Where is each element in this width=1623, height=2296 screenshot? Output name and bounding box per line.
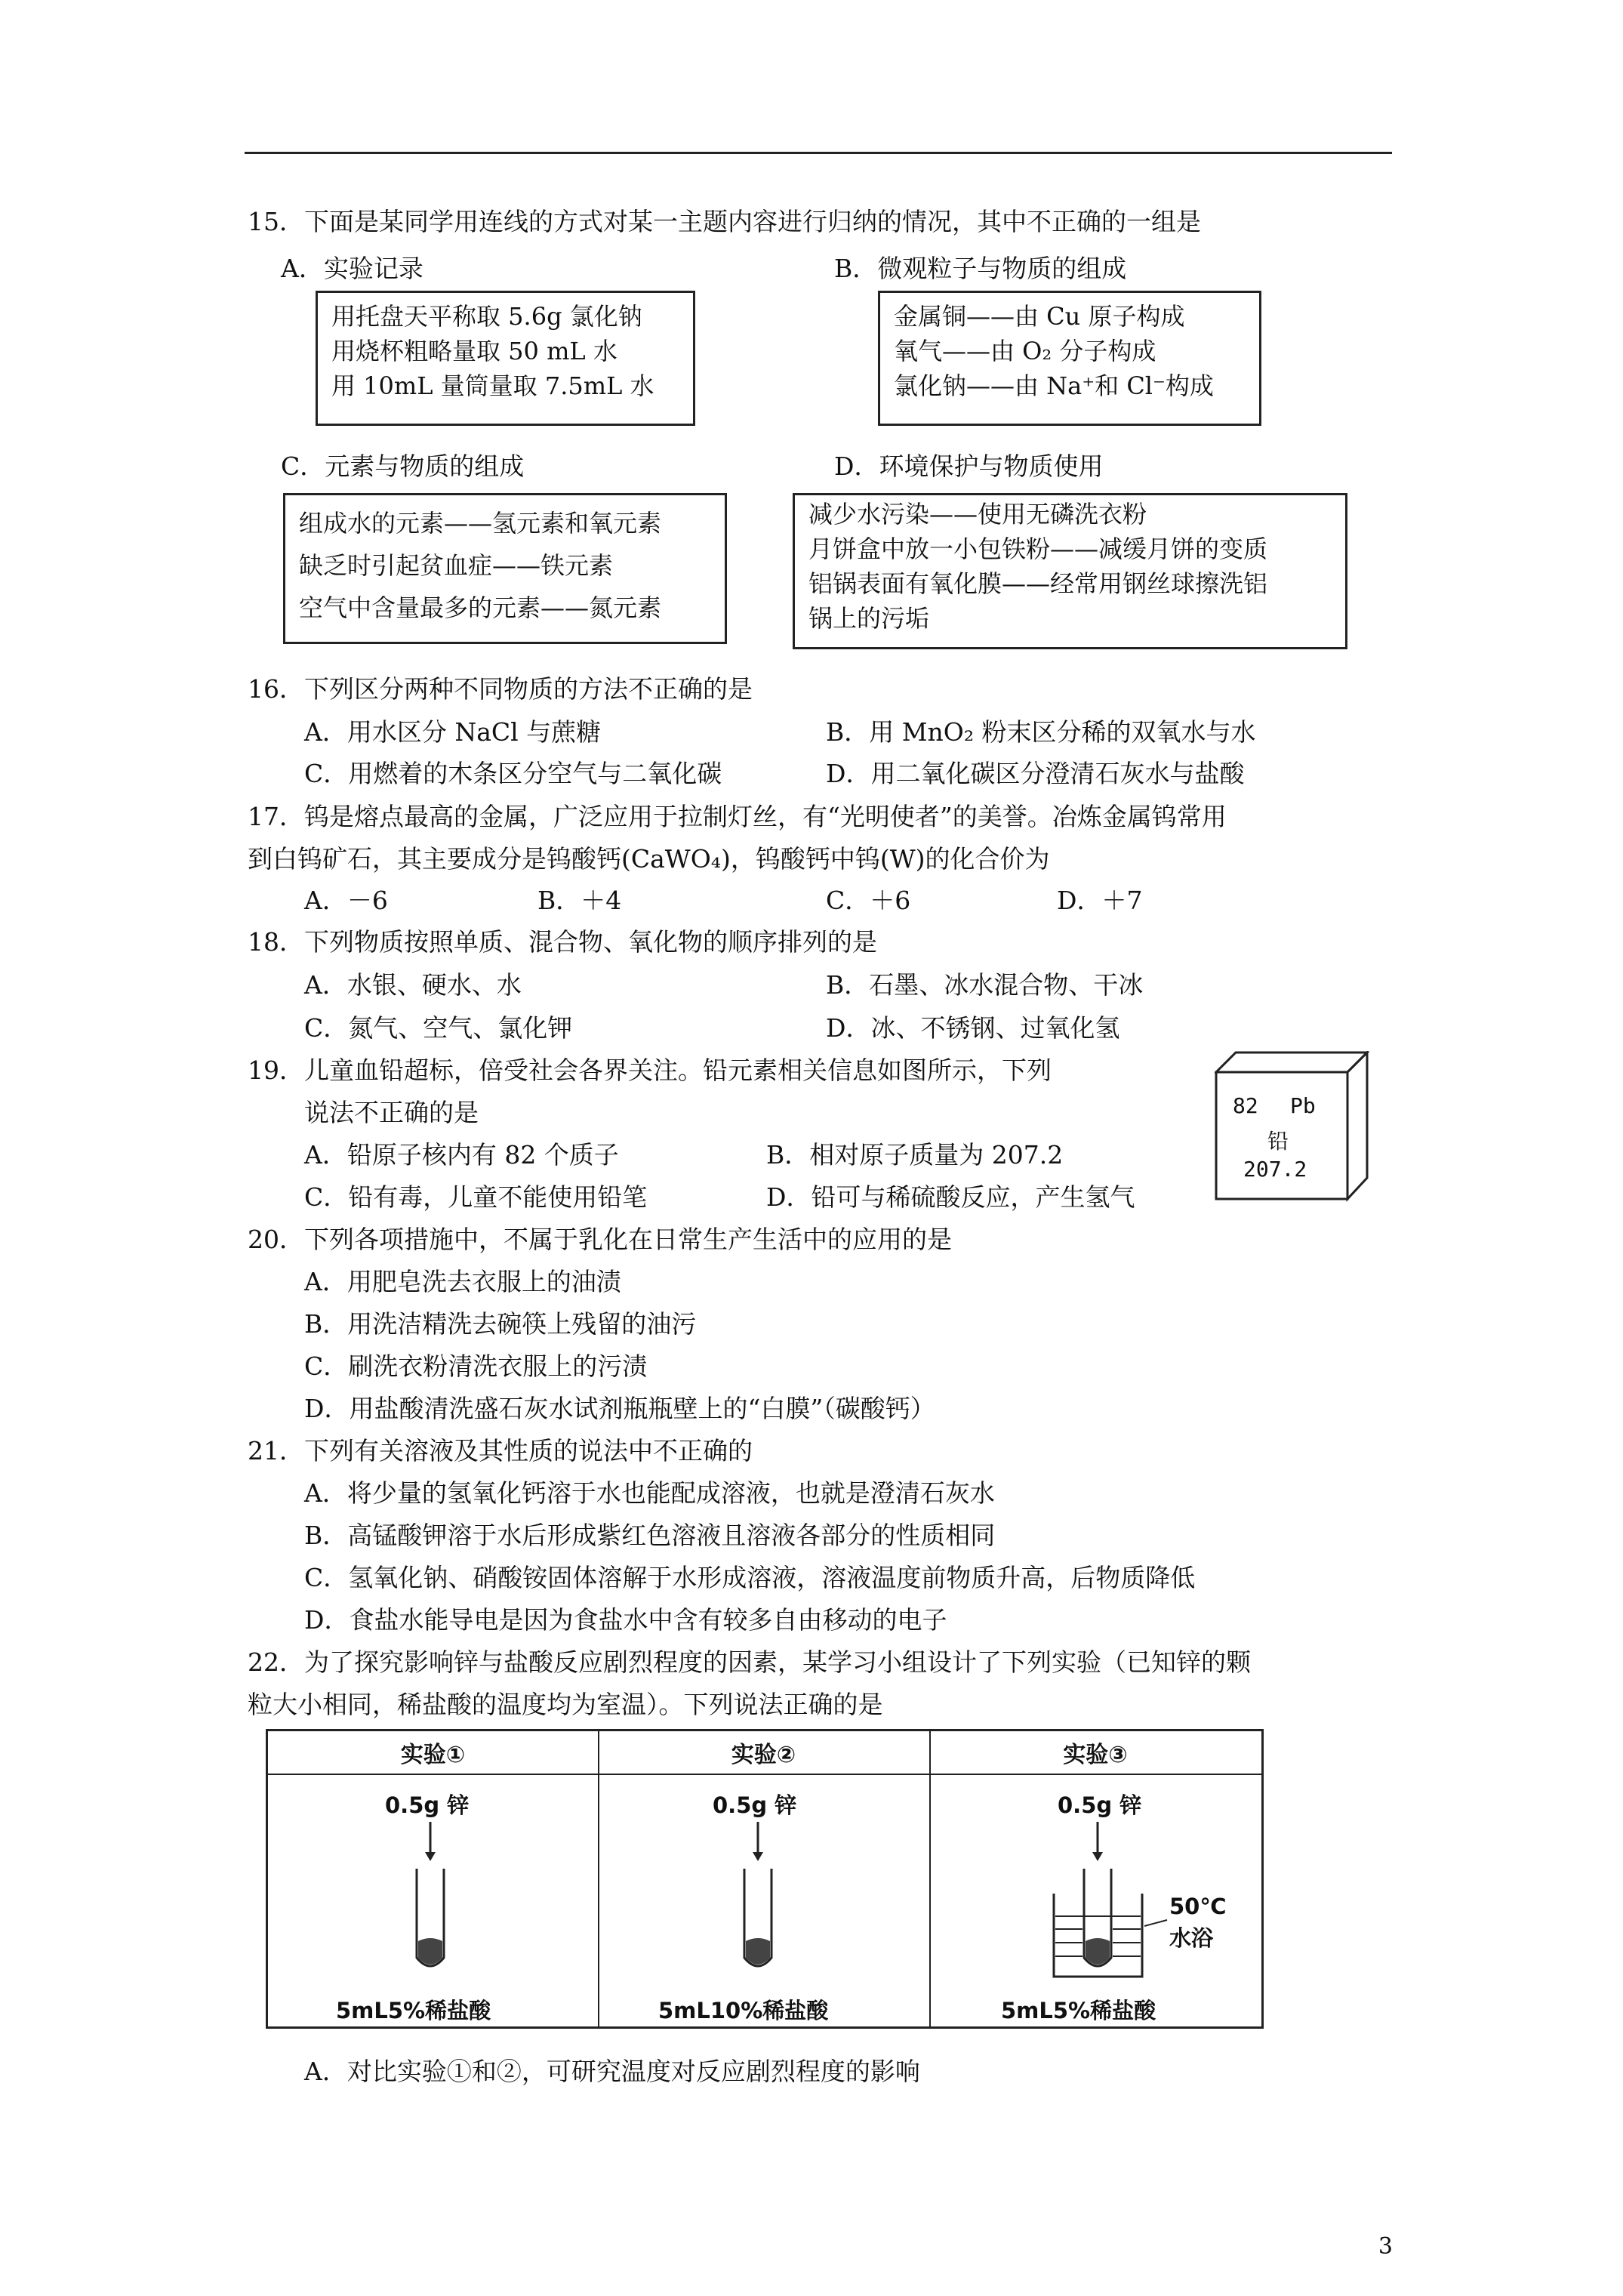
element-name: 铅 bbox=[1267, 1129, 1289, 1154]
q15-d-line: 锅上的污垢 bbox=[808, 604, 930, 633]
page-number: 3 bbox=[1378, 2233, 1393, 2260]
q20-stem: 20．下列各项措施中，不属于乳化在日常生产生活中的应用的是 bbox=[248, 1225, 952, 1254]
q19-option-c: C．铅有毒，儿童不能使用铅笔 bbox=[304, 1182, 648, 1212]
q15-d-title: D．环境保护与物质使用 bbox=[834, 451, 1104, 481]
q15-b-line: 金属铜——由 Cu 原子构成 bbox=[894, 302, 1185, 331]
experiment-3-head: 实验③ bbox=[929, 1731, 1261, 1775]
experiment-2-acid: 5mL10%稀盐酸 bbox=[658, 1998, 829, 2023]
q21-option-a: A．将少量的氢氧化钙溶于水也能配成溶液，也就是澄清石灰水 bbox=[304, 1478, 995, 1508]
element-symbol: Pb bbox=[1290, 1093, 1316, 1118]
element-mass: 207.2 bbox=[1243, 1157, 1307, 1182]
q20-option-d: D．用盐酸清洗盛石灰水试剂瓶瓶壁上的“白膜”（碳酸钙） bbox=[304, 1394, 935, 1423]
element-number: 82 bbox=[1233, 1093, 1258, 1118]
experiment-3-acid: 5mL5%稀盐酸 bbox=[1001, 1998, 1156, 2023]
q17-stem-line2: 到白钨矿石，其主要成分是钨酸钙(CaWO₄)，钨酸钙中钨(W)的化合价为 bbox=[248, 844, 1050, 874]
q16-option-c: C．用燃着的木条区分空气与二氧化碳 bbox=[304, 759, 722, 788]
q18-stem: 18．下列物质按照单质、混合物、氧化物的顺序排列的是 bbox=[248, 927, 877, 957]
q18-option-b: B．石墨、冰水混合物、干冰 bbox=[826, 970, 1144, 1000]
q19-stem-line2: 说法不正确的是 bbox=[304, 1098, 479, 1127]
q21-option-b: B．高锰酸钾溶于水后形成紫红色溶液且溶液各部分的性质相同 bbox=[304, 1521, 996, 1550]
experiment-3-zinc: 0.5g 锌 bbox=[1058, 1792, 1142, 1818]
q17-option-d: D．＋7 bbox=[1057, 886, 1143, 915]
q19-option-b: B．相对原子质量为 207.2 bbox=[766, 1140, 1064, 1170]
q18-option-a: A．水银、硬水、水 bbox=[304, 970, 522, 1000]
q22-stem-line2: 粒大小相同，稀盐酸的温度均为室温）。下列说法正确的是 bbox=[248, 1690, 883, 1719]
experiment-1-zinc: 0.5g 锌 bbox=[385, 1792, 470, 1818]
experiment-2-cell bbox=[598, 1731, 931, 2026]
experiment-1-acid: 5mL5%稀盐酸 bbox=[336, 1998, 491, 2023]
q18-option-d: D．冰、不锈钢、过氧化氢 bbox=[826, 1013, 1120, 1043]
experiment-2-head: 实验② bbox=[598, 1731, 929, 1775]
experiment-3-drawing bbox=[929, 1731, 1261, 2026]
experiment-3-bath-temp: 50℃ bbox=[1169, 1894, 1227, 1919]
q15-d-line: 减少水污染——使用无磷洗衣粉 bbox=[808, 500, 1147, 529]
q16-option-d: D．用二氧化碳区分澄清石灰水与盐酸 bbox=[826, 759, 1245, 788]
q20-option-c: C．刷洗衣粉清洗衣服上的污渍 bbox=[304, 1351, 648, 1381]
q15-c-line: 空气中含量最多的元素——氮元素 bbox=[299, 593, 662, 622]
experiment-3-bath-label: 水浴 bbox=[1169, 1925, 1214, 1951]
experiment-3-cell bbox=[929, 1731, 1261, 2026]
experiment-2-zinc: 0.5g 锌 bbox=[713, 1792, 797, 1818]
q15-a-line: 用托盘天平称取 5.6g 氯化钠 bbox=[331, 302, 642, 331]
experiment-1-cell bbox=[268, 1731, 599, 2026]
q15-b-line: 氯化钠——由 Na⁺和 Cl⁻构成 bbox=[894, 371, 1214, 400]
experiment-1-drawing bbox=[268, 1731, 598, 2026]
q15-d-box bbox=[793, 493, 1347, 649]
q15-c-line: 缺乏时引起贫血症——铁元素 bbox=[299, 551, 614, 580]
q17-option-c: C．＋6 bbox=[826, 886, 911, 915]
q21-option-d: D．食盐水能导电是因为食盐水中含有较多自由移动的电子 bbox=[304, 1605, 947, 1635]
q21-stem: 21．下列有关溶液及其性质的说法中不正确的 bbox=[248, 1436, 753, 1465]
q15-c-box bbox=[283, 493, 727, 644]
q19-stem-line1: 19．儿童血铅超标，倍受社会各界关注。铅元素相关信息如图所示，下列 bbox=[248, 1056, 1052, 1085]
q20-option-b: B．用洗洁精洗去碗筷上残留的油污 bbox=[304, 1309, 697, 1339]
q19-option-d: D．铅可与稀硫酸反应，产生氢气 bbox=[766, 1182, 1135, 1212]
q15-b-title: B．微观粒子与物质的组成 bbox=[834, 254, 1127, 283]
q15-stem: 15．下面是某同学用连线的方式对某一主题内容进行归纳的情况，其中不正确的一组是 bbox=[248, 207, 1201, 236]
q22-option-a: A．对比实验①和②，可研究温度对反应剧烈程度的影响 bbox=[304, 2057, 920, 2086]
header-rule bbox=[245, 152, 1392, 154]
q15-c-line: 组成水的元素——氢元素和氧元素 bbox=[299, 509, 662, 538]
q16-option-a: A．用水区分 NaCl 与蔗糖 bbox=[304, 717, 602, 747]
q17-option-b: B．＋4 bbox=[537, 886, 622, 915]
q15-a-title: A．实验记录 bbox=[281, 254, 423, 283]
q17-option-a: A．－6 bbox=[304, 886, 388, 915]
q21-option-c: C．氢氧化钠、硝酸铵固体溶解于水形成溶液，溶液温度前物质升高，后物质降低 bbox=[304, 1563, 1196, 1592]
q16-option-b: B．用 MnO₂ 粉末区分稀的双氧水与水 bbox=[826, 717, 1256, 747]
q15-c-title: C．元素与物质的组成 bbox=[281, 451, 525, 481]
q16-stem: 16．下列区分两种不同物质的方法不正确的是 bbox=[248, 674, 753, 704]
q19-option-a: A．铅原子核内有 82 个质子 bbox=[304, 1140, 619, 1170]
q22-stem-line1: 22．为了探究影响锌与盐酸反应剧烈程度的因素，某学习小组设计了下列实验（已知锌的颗 bbox=[248, 1647, 1251, 1677]
q15-d-line: 月饼盒中放一小包铁粉——减缓月饼的变质 bbox=[808, 535, 1268, 563]
q18-option-c: C．氮气、空气、氯化钾 bbox=[304, 1013, 573, 1043]
q15-b-line: 氧气——由 O₂ 分子构成 bbox=[894, 337, 1156, 365]
experiment-1-head: 实验① bbox=[268, 1731, 598, 1775]
q15-a-line: 用烧杯粗略量取 50 mL 水 bbox=[331, 337, 617, 365]
experiment-table bbox=[266, 1729, 1264, 2029]
q15-a-line: 用 10mL 量筒量取 7.5mL 水 bbox=[331, 371, 654, 400]
q17-stem-line1: 17．钨是熔点最高的金属，广泛应用于拉制灯丝，有“光明使者”的美誉。冶炼金属钨常用 bbox=[248, 802, 1227, 831]
q15-a-box bbox=[316, 291, 695, 426]
q15-b-box bbox=[878, 291, 1261, 426]
q15-d-line: 铝锅表面有氧化膜——经常用钢丝球擦洗铝 bbox=[808, 569, 1268, 598]
q20-option-a: A．用肥皂洗去衣服上的油渍 bbox=[304, 1267, 621, 1296]
experiment-2-drawing bbox=[598, 1731, 929, 2026]
